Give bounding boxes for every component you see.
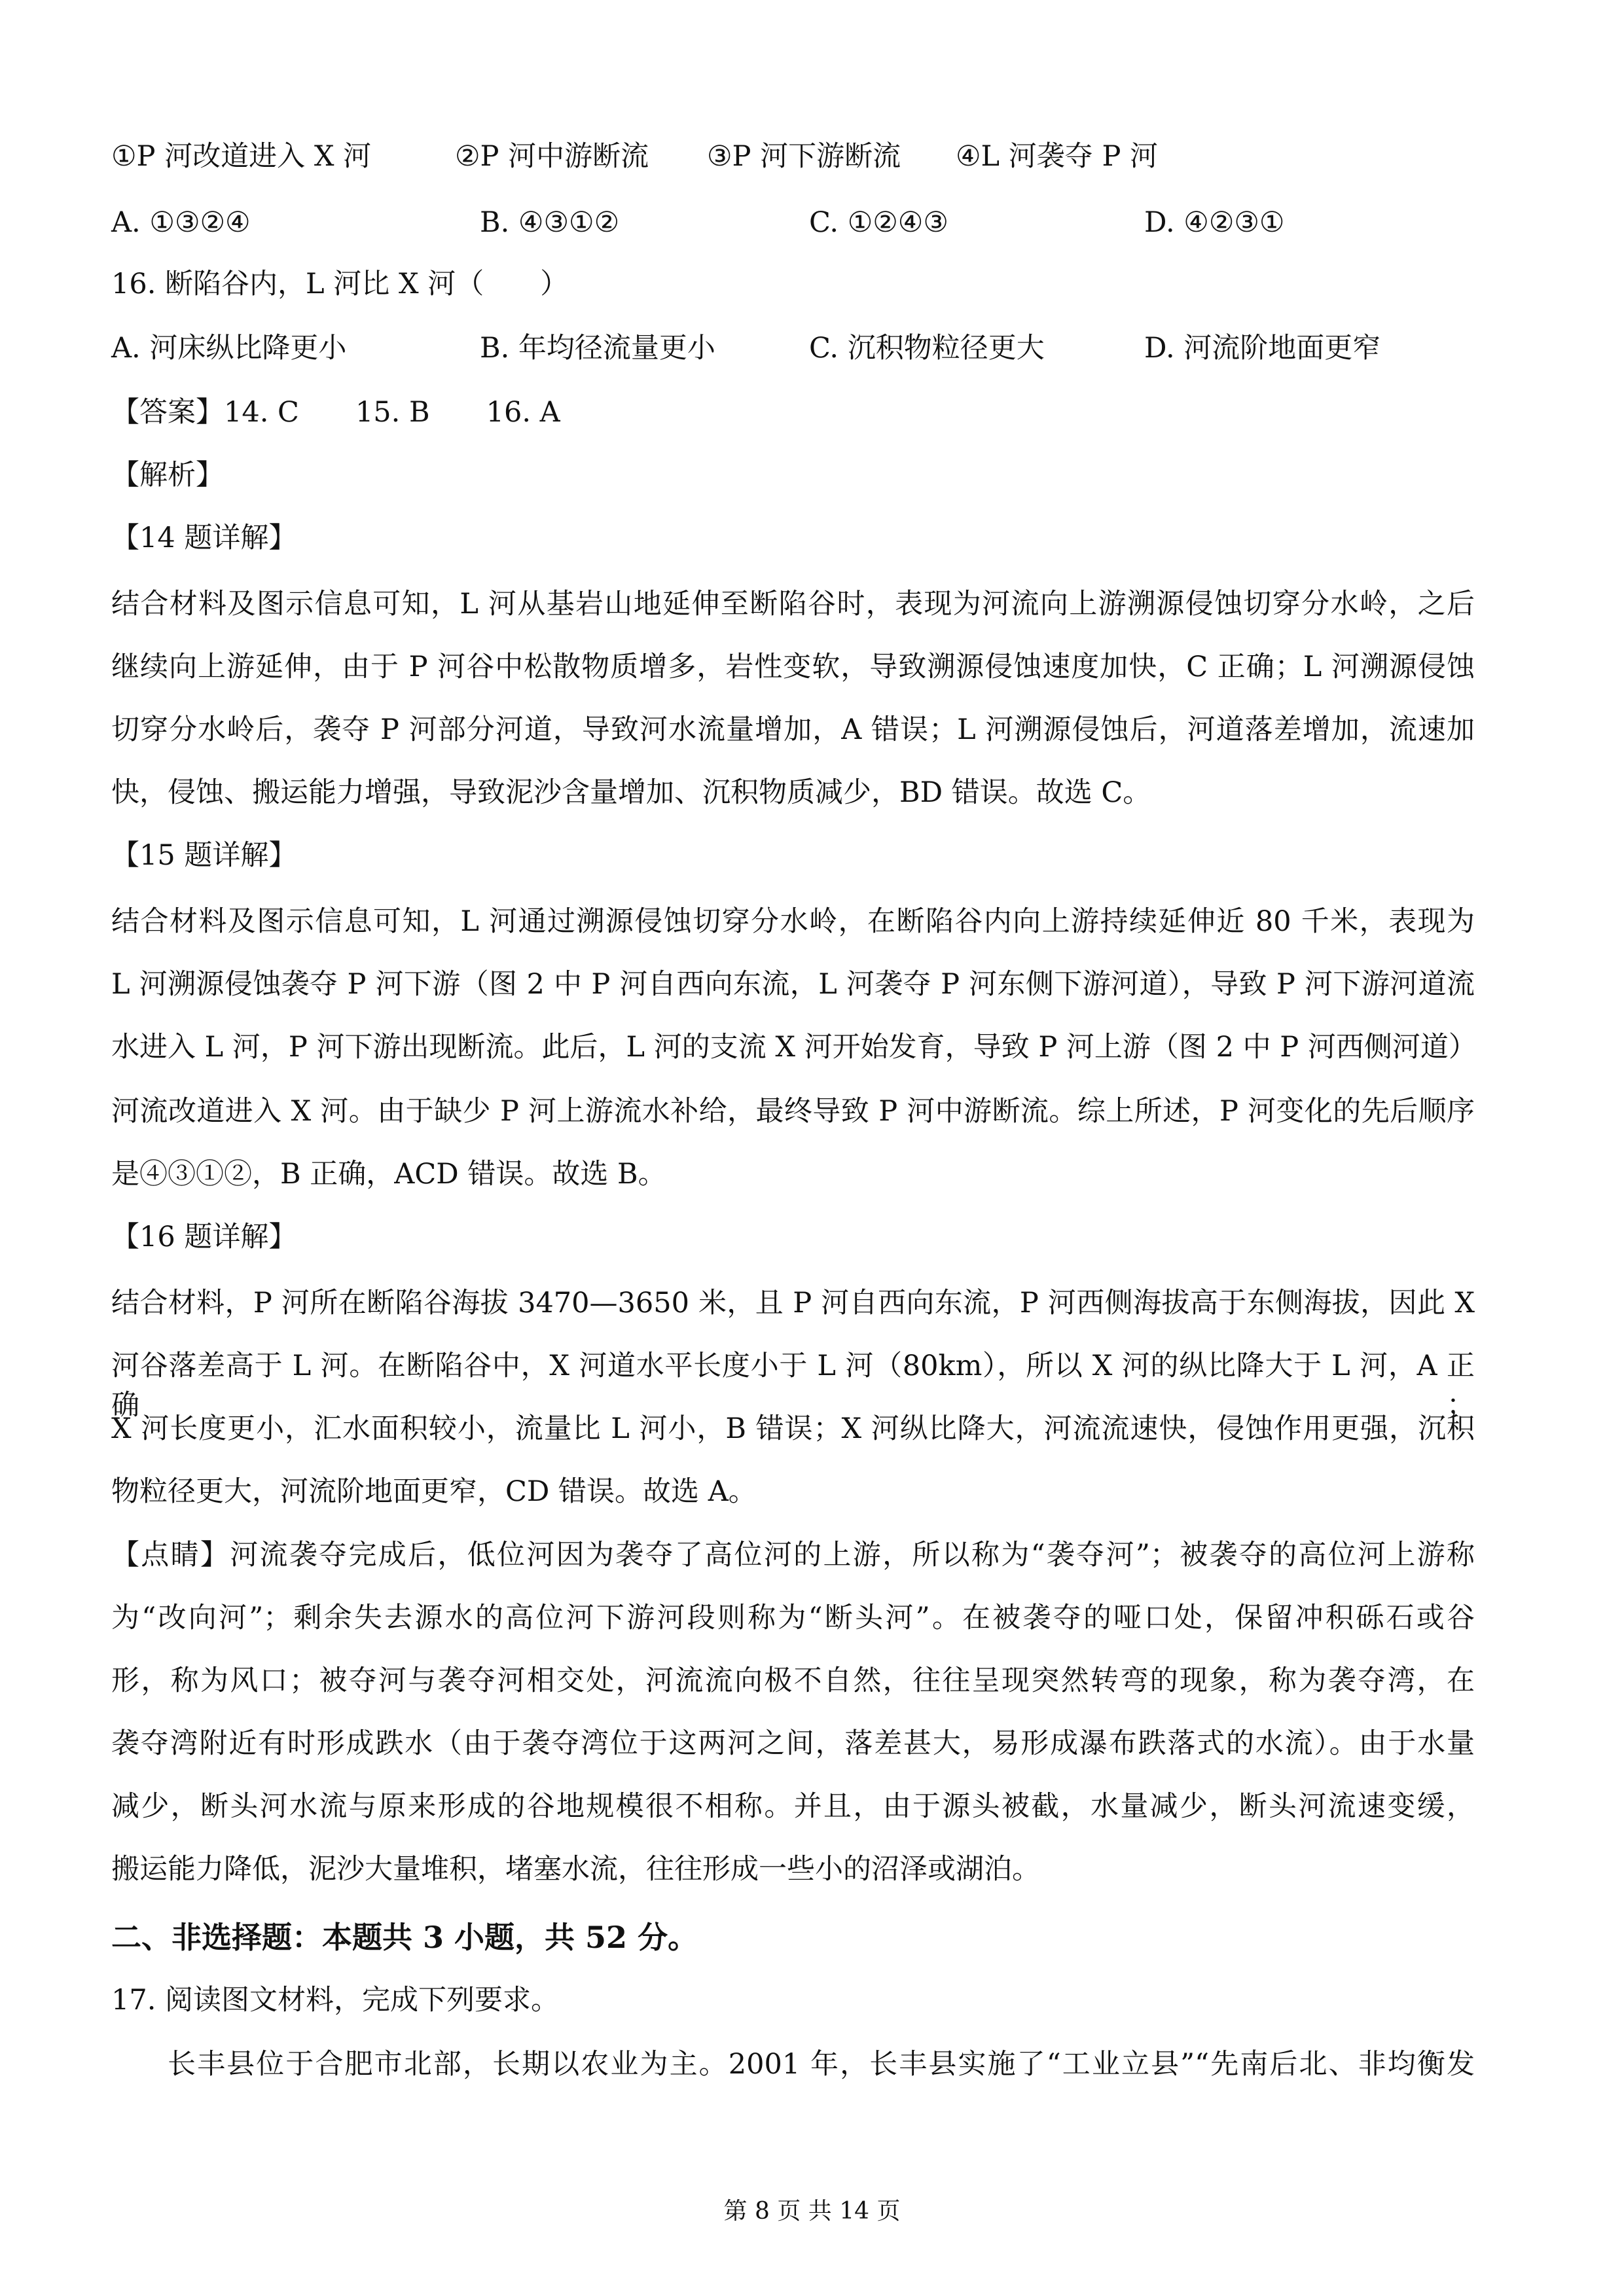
tip-line: 为“改向河”；剩余失去源水的高位河下游河段则称为“断头河”。在被袭夺的哑口处，保留冲积砾石或谷	[111, 1602, 1475, 1634]
detail-14-line: 继续向上游延伸，由于 P 河谷中松散物质增多，岩性变软，导致溯源侵蚀速度加快，C 正确；L 河溯源侵蚀	[111, 651, 1475, 683]
statement-3: ③P 河下游断流	[707, 140, 901, 173]
option-d: D. 河流阶地面更窄	[1144, 332, 1381, 365]
detail-15-line: L 河溯源侵蚀袭夺 P 河下游（图 2 中 P 河自西向东流，L 河袭夺 P 河东侧下游河道），导致 P 河下游河道流	[111, 968, 1475, 1001]
option-a: A. 河床纵比降更小	[111, 332, 347, 365]
detail-15-line: 结合材料及图示信息可知，L 河通过溯源侵蚀切穿分水岭，在断陷谷内向上游持续延伸近 80 千米，表现为	[111, 905, 1475, 938]
tip-line: 袭夺湾附近有时形成跌水（由于袭夺湾位于这两河之间，落差甚大，易形成瀑布跌落式的水流）。由于水量	[111, 1727, 1475, 1760]
statement-1: ①P 河改道进入 X 河	[111, 140, 372, 173]
option-c: C. ①②④③	[809, 206, 948, 239]
detail-16-heading: 【16 题详解】	[111, 1221, 297, 1253]
answer: 【答案】14. C 15. B 16. A	[111, 396, 560, 429]
option-b: B. 年均径流量更小	[480, 332, 715, 365]
detail-16-line: 物粒径更大，河流阶地面更窄，CD 错误。故选 A。	[111, 1475, 757, 1508]
detail-14-line: 结合材料及图示信息可知，L 河从基岩山地延伸至断陷谷时，表现为河流向上游溯源侵蚀切穿分水岭，之后	[111, 588, 1475, 620]
q17-stem: 17. 阅读图文材料，完成下列要求。	[111, 1984, 560, 2017]
q17-text: 长丰县位于合肥市北部，长期以农业为主。2001 年，长丰县实施了“工业立县”“先南后北、非均衡发	[168, 2048, 1475, 2081]
tip-line: 形，称为风口；被夺河与袭夺河相交处，河流流向极不自然，往往呈现突然转弯的现象，称为袭夺湾，在	[111, 1664, 1475, 1697]
q16-stem: 16. 断陷谷内，L 河比 X 河（ ）	[111, 268, 569, 300]
option-c: C. 沉积物粒径更大	[809, 332, 1045, 365]
page-footer: 第 8 页 共 14 页	[723, 2198, 901, 2225]
detail-16-line: 河谷落差高于 L 河。在断陷谷中，X 河道水平长度小于 L 河（80km），所以 X 河的纵比降大于 L 河，A 正确；	[111, 1350, 1475, 1422]
detail-14-line: 快，侵蚀、搬运能力增强，导致泥沙含量增加、沉积物质减少，BD 错误。故选 C。	[111, 776, 1151, 809]
option-a: A. ①③②④	[111, 206, 251, 239]
detail-16-line: X 河长度更小，汇水面积较小，流量比 L 河小，B 错误；X 河纵比降大，河流流速快，侵蚀作用更强，沉积	[111, 1412, 1475, 1445]
detail-15-line: 河流改道进入 X 河。由于缺少 P 河上游流水补给，最终导致 P 河中游断流。综上所述，P 河变化的先后顺序	[111, 1095, 1475, 1128]
statement-2: ②P 河中游断流	[455, 140, 649, 173]
detail-15-line: 是④③①②，B 正确，ACD 错误。故选 B。	[111, 1158, 666, 1191]
option-b: B. ④③①②	[480, 206, 620, 239]
detail-14-heading: 【14 题详解】	[111, 522, 297, 554]
detail-16-line: 结合材料，P 河所在断陷谷海拔 3470—3650 米，且 P 河自西向东流，P 河西侧海拔高于东侧海拔，因此 X	[111, 1287, 1475, 1319]
option-d: D. ④②③①	[1144, 206, 1285, 239]
tip-line: 【点睛】河流袭夺完成后，低位河因为袭夺了高位河的上游，所以称为“袭夺河”；被袭夺的高位河上游称	[111, 1539, 1475, 1571]
analysis-heading: 【解析】	[111, 459, 224, 492]
detail-14-line: 切穿分水岭后，袭夺 P 河部分河道，导致河水流量增加，A 错误；L 河溯源侵蚀后，河道落差增加，流速加	[111, 713, 1475, 746]
statement-4: ④L 河袭夺 P 河	[956, 140, 1159, 173]
detail-15-line: 水进入 L 河，P 河下游出现断流。此后，L 河的支流 X 河开始发育，导致 P 河上游（图 2 中 P 河西侧河道）	[111, 1031, 1477, 1064]
tip-line: 减少，断头河水流与原来形成的谷地规模很不相称。并且，由于源头被截，水量减少，断头河流速变缓，	[111, 1790, 1475, 1823]
tip-line: 搬运能力降低，泥沙大量堆积，堵塞水流，往往形成一些小的沼泽或湖泊。	[111, 1853, 1040, 1886]
section-2-heading: 二、非选择题：本题共 3 小题，共 52 分。	[111, 1920, 698, 1955]
detail-15-heading: 【15 题详解】	[111, 839, 297, 872]
